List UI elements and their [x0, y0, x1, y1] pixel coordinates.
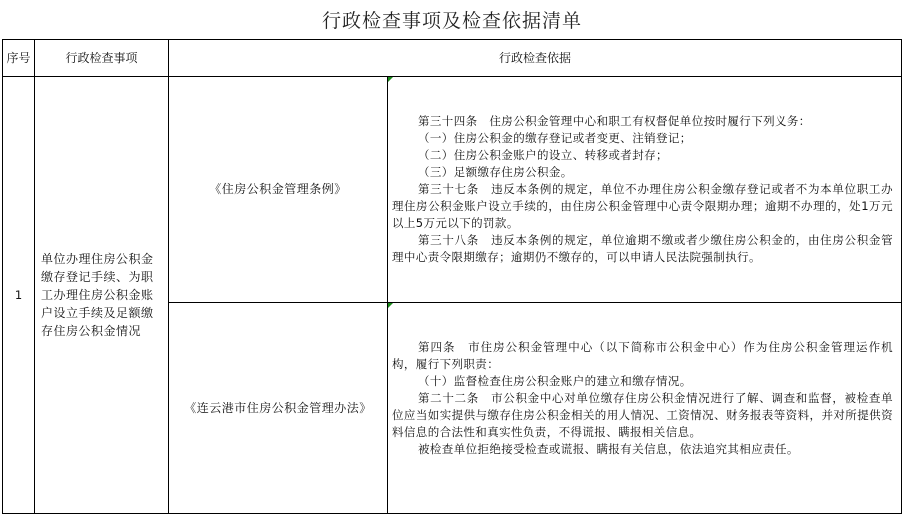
law-name-1: 《住房公积金管理条例》 [209, 182, 347, 196]
provision-paragraph: （一）住房公积金的缴存登记或者变更、注销登记； [418, 131, 692, 145]
law-name-2: 《连云港市住房公积金管理办法》 [184, 400, 372, 415]
provision-paragraph: 第三十八条 违反本条例的规定，单位逾期不缴或者少缴住房公积金的，由住房公积金管理中心责令限期缴存；逾期仍不缴存的，可以申请人民法院强制执行。 [392, 233, 893, 264]
provision-paragraph: （三）足额缴存住房公积金。 [418, 165, 573, 179]
table-border-bottom [2, 513, 902, 514]
header-index: 序号 [6, 50, 31, 65]
page-title: 行政检查事项及检查依据清单 [321, 10, 582, 32]
law-provisions-2 [388, 303, 901, 513]
header-basis: 行政检查依据 [498, 50, 571, 65]
provision-paragraph: （十）监督检查住房公积金账户的建立和缴存情况。 [418, 374, 692, 388]
provision-paragraph: （二）住房公积金账户的设立、转移或者封存； [418, 148, 668, 162]
inspection-item: 单位办理住房公积金缴存登记手续、为职工办理住房公积金账户设立手续及足额缴存住房公积金情况 [41, 252, 154, 338]
provision-paragraph: 被检查单位拒绝接受检查或谎报、瞒报有关信息，依法追究其相应责任。 [418, 442, 799, 456]
provision-paragraph: 第三十四条 住房公积金管理中心和职工有权督促单位按时履行下列义务： [418, 114, 811, 128]
law-provisions-1 [388, 77, 901, 302]
header-item: 行政检查事项 [65, 50, 138, 65]
row-index: 1 [14, 287, 23, 302]
provision-paragraph: 第四条 市住房公积金管理中心（以下简称市公积金中心）作为住房公积金管理运作机构，履行下列职责： [392, 340, 893, 371]
table-border-right [901, 39, 902, 514]
provision-paragraph: 第三十七条 违反本条例的规定，单位不办理住房公积金缴存登记或者不为本单位职工办理住房公积金账户设立手续的，由住房公积金管理中心责令限期办理；逾期不办理的，处1万元以上5万元以下的罚款。 [392, 182, 893, 230]
provision-paragraph: 第二十二条 市公积金中心对单位缴存住房公积金情况进行了解、调查和监督，被检查单位应当如实提供与缴存住房公积金相关的用人情况、工资情况、财务报表等资料，并对所提供资料信息的合法性和真实性负责，不得谎报、瞒报相关信息。 [392, 391, 893, 439]
